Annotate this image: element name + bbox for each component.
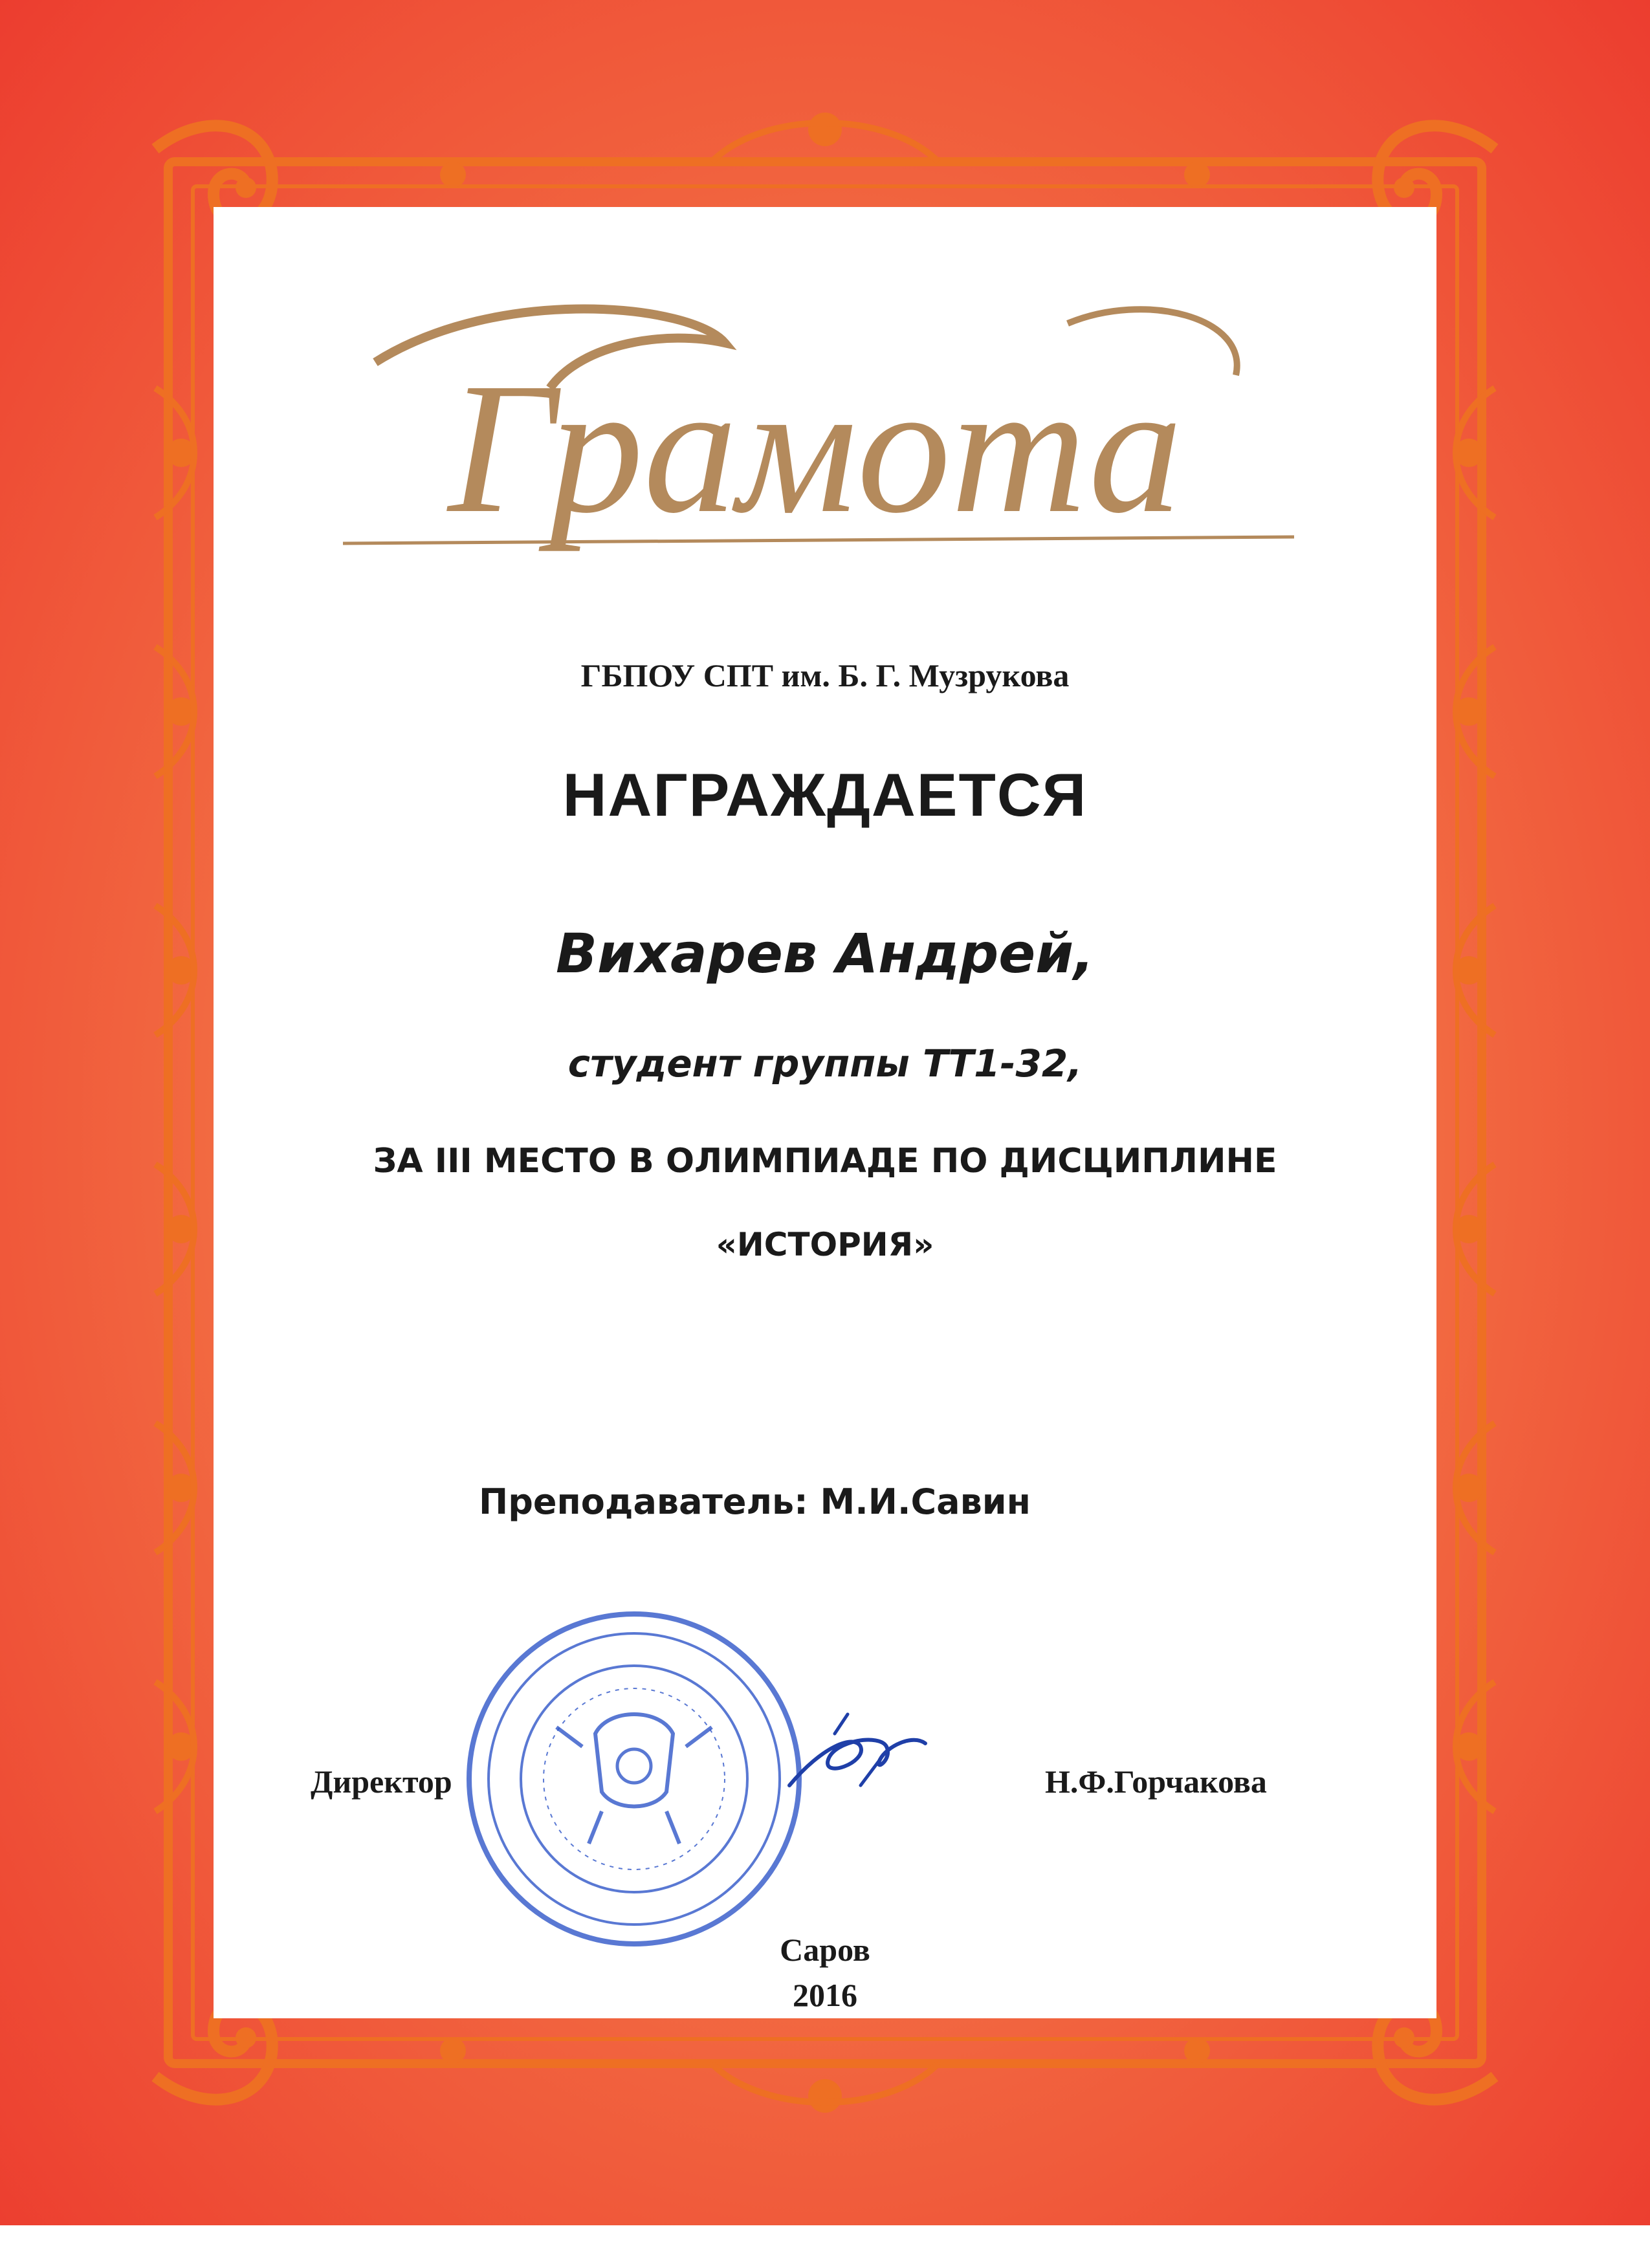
recipient-name: Вихарев Андрей, [555,922,1094,985]
award-subject: «ИСТОРИЯ» [716,1226,934,1263]
director-label: Директор [311,1763,452,1800]
city: Саров [780,1932,870,1968]
year: 2016 [793,1977,857,2013]
awarded-heading: НАГРАЖДАЕТСЯ [562,761,1088,829]
organization-name: ГБПОУ СПТ им. Б. Г. Музрукова [580,657,1070,693]
recipient-group: студент группы ТТ1-32, [567,1041,1083,1085]
official-seal-icon [453,1598,815,1960]
director-name: Н.Ф.Горчакова [1045,1763,1267,1800]
scan-margin [0,2225,1650,2268]
certificate-title-text: Грамота [448,344,1183,552]
award-reason: ЗА III МЕСТО В ОЛИМПИАДЕ ПО ДИСЦИПЛИНЕ [373,1142,1277,1181]
certificate-title [304,233,1314,634]
handwritten-signature-icon [783,1708,932,1811]
teacher-line: Преподаватель: М.И.Савин [479,1481,1031,1522]
